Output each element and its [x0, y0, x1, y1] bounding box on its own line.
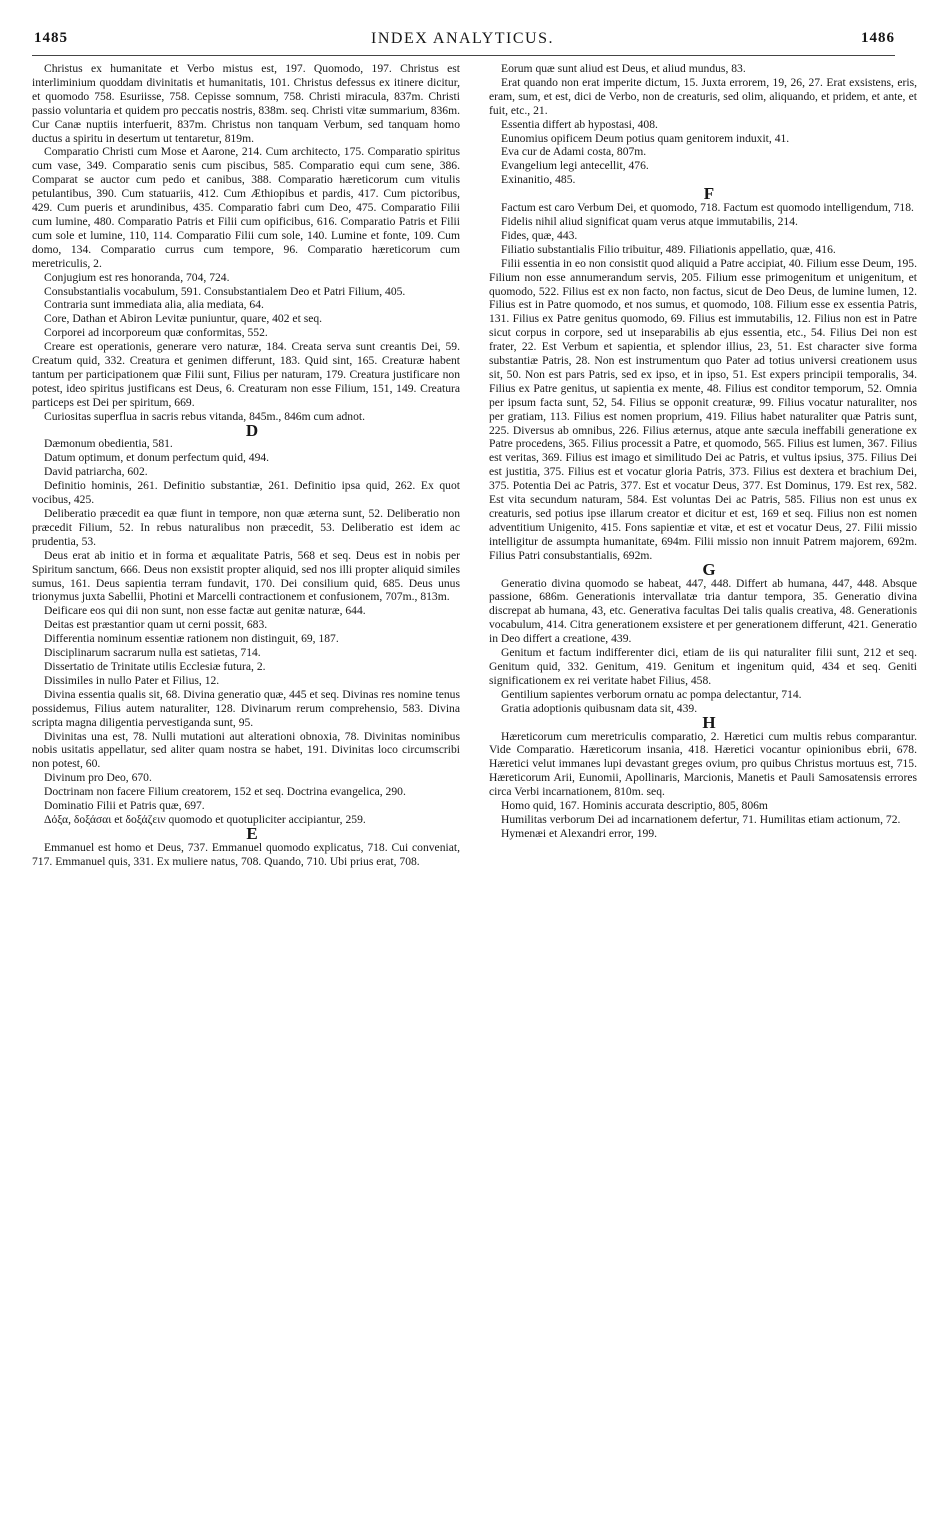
entry-dominatio: Dominatio Filii et Patris quæ, 697.	[44, 799, 205, 813]
entry-divinum: Divinum pro Deo, 670.	[44, 771, 152, 785]
entry-filiatio: Filiatio substantialis Filio tribuitur, 489. Filiationis appellatio, quæ, 416.	[501, 242, 836, 256]
entry-david: David patriarcha, 602.	[44, 465, 148, 479]
entry-exinanitio: Exinanitio, 485.	[501, 173, 576, 187]
entry-consubstantialis: Consubstantialis vocabulum, 591. Consubstantialem Deo et Patri Filium, 405.	[44, 284, 406, 298]
entry-definitio: Definitio hominis, 261. Definitio substantiæ, 261. Definitio ipsa quid, 262. Ex quot vocibus, 425.	[32, 479, 460, 507]
page-header	[30, 30, 895, 52]
entry-deificare: Deificare eos qui dii non sunt, non esse factæ aut genitæ naturæ, 644.	[44, 604, 366, 618]
entry-hymenaei: Hymenæi et Alexandri error, 199.	[501, 826, 658, 840]
header-rule	[32, 55, 895, 56]
entry-deus: Deus erat ab initio et in forma et æqualitate Patris, 568 et seq. Deus est in nobis per Spiritum sanctum, 666. Deus non exsistit propter aliquid, sed nos illi propter aliquid similes sumus, 161. Deus sapientia terram fundavit, 170. Dei consilium quid, 685. Deus unus trionymus juxta Sabellii, Photini et Marcelli contractionem et confusionem, 707m., 813m.	[32, 548, 460, 604]
entry-disciplinarum: Disciplinarum sacrarum nulla est satietas, 714.	[44, 646, 261, 660]
entry-homo: Homo quid, 167. Hominis accurata descriptio, 805, 806m	[501, 799, 768, 813]
entry-daemonum: Dæmonum obedientia, 581.	[44, 437, 173, 451]
entry-generatio: Generatio divina quomodo se habeat, 447, 448. Differt ab humana, 447, 448. Absque passione, 686m. Generationis intervallatæ tria dantur tempora, 35. Generatio divina discrepat ab humana, 43, etc. Generativa facultas Dei talis qualis creativa, 48. Generationis vocabulum, 414. Citra generationem exsistere et per generationem differunt, 421. Generatio in Deo differt a creatione, 439.	[489, 576, 917, 646]
entry-eorum: Eorum quæ sunt aliud est Deus, et aliud mundus, 83.	[501, 62, 746, 75]
entry-essentia: Essentia differt ab hypostasi, 408.	[501, 117, 658, 131]
entry-differentia: Differentia nominum essentiæ rationem non distinguit, 69, 187.	[44, 632, 339, 646]
entry-comparatio: Comparatio Christi cum Mose et Aarone, 214. Cum architecto, 175. Comparatio spiritus cum vase, 349. Comparatio senis cum piscibus, 585. Comparatio equi cum sene, 386. Comparat se auctor cum pedo et canibus, 388. Comparatio hæreticorum cum vitulis petulantibus, 390. Cum statuariis, 412. Cum Æthiopibus et pardis, 417. Cum pictoribus, 429. Cum pueris et arundinibus, 435. Comparatio fabri cum Deo, 475. Comparatio Filii cum lumine, 480. Comparatio Patris et Filii cum opificibus, 616. Comparatio Patris et Filii cum sole et lumine, 110, 114. Comparatio Filii cum sole, 140. Lumine et fonte, 109. Cum domo, 134. Comparatio currus cum tempore, 96. Comparatio hæreticorum cum meretriculis, 2.	[32, 145, 460, 270]
page-number-left: 1485	[34, 30, 68, 46]
entry-eunomius: Eunomius opificem Deum potius quam genitorem induxit, 41.	[501, 131, 790, 145]
entry-gratia: Gratia adoptionis quibusnam data sit, 439.	[501, 701, 698, 715]
entry-doctrinam: Doctrinam non facere Filium creatorem, 152 et seq. Doctrina evangelica, 290.	[44, 785, 406, 799]
entry-haereticorum: Hæreticorum cum meretriculis comparatio, 2. Hæretici cum multis rebus comparantur. Vide Comparatio. Hæreticorum insania, 418. Hæretici vocantur opinionibus ebrii, 678. Hæretici velut immanes lupi devastant greges ovium, pro quibus Christus mortuus est, 715. Hæreticorum Arii, Eunomii, Apollinaris, Marcionis, Manetis et Pauli Samosatensis errores circa Verbi incarnationem, 810m. seq.	[489, 729, 917, 799]
entry-fidelis: Fidelis nihil aliud significat quam verus atque immutabilis, 214.	[501, 214, 798, 228]
entry-contraria: Contraria sunt immediata alia, alia mediata, 64.	[44, 298, 264, 312]
entry-erat: Erat quando non erat imperite dictum, 15. Juxta errorem, 19, 26, 27. Erat exsistens, eris, eram, sum, et est, dici de Verbo, non de creaturis, sed olim, aliquando, et pridem, et ante, et fuit, etc., 21.	[489, 75, 917, 117]
entry-creare: Creare est operationis, generare vero naturæ, 184. Creata serva sunt creantis Dei, 59. Creatum quid, 332. Creatura et genimen differunt, 183. Quid sint, 165. Creaturæ habent tantum per participationem quæ Filii sunt, Filius per naturam, 179. Creatura justificare non potest, ideo spiritus justificans est Deus, 6. Creaturam non esse Filium, 151, 149. Creatura particeps est Dei per spiritum, 669.	[32, 340, 460, 409]
entry-deliberatio: Deliberatio præcedit ea quæ fiunt in tempore, non quæ æterna sunt, 52. Deliberatio non præcedit Filium, 52. In rebus naturalibus non præcedit, 53. Deliberatio est idem ac prudentia, 53.	[32, 507, 460, 548]
entry-divina: Divina essentia qualis sit, 68. Divina generatio quæ, 445 et seq. Divinas res nomine tenus possidemus, Filius autem naturaliter, 128. Divinarum rerum comprehensio, 583. Divina scripta magna diligentia pervestiganda sunt, 95.	[32, 687, 460, 729]
entry-factum: Factum est caro Verbum Dei, et quomodo, 718. Factum est quomodo intelligendum, 718.	[501, 201, 914, 215]
section-letter-d: D	[245, 420, 259, 440]
right-column	[489, 62, 917, 841]
section-letter-h: H	[702, 712, 716, 732]
entry-dissimiles: Dissimiles in nullo Pater et Filius, 12.	[44, 673, 220, 687]
entry-evangelium: Evangelium legi antecellit, 476.	[501, 159, 649, 173]
entry-deitas: Deitas est præstantior quam ut cerni possit, 683.	[44, 618, 268, 632]
running-title: INDEX ANALYTICUS.	[371, 30, 554, 47]
entry-conjugium: Conjugium est res honoranda, 704, 724.	[44, 270, 230, 284]
section-letter-e: E	[246, 823, 258, 843]
entry-filii: Filii essentia in eo non consistit quod aliquid a Patre accipiat, 40. Filium esse Deum, 195. Filium non esse annumerandum servis, 205. Filium esse primogenitum et unigenitum, et quomodo, 522. Filius est ex non facto, non factus, sicut de Deo Deus, de lumine lumen, 12. Filius est in Patre quomodo, et nos sumus, et quomodo, 108. Filium esse ex essentia Patris, 131. Filius ex Patre genitus quomodo, 69. Filius est immutabilis, 12. Filius non est in Patre sicut corpus in corpore, sed ut inseparabilis ab ejus essentia, etc., 54. Filius Dei non est frater, 22. Est Verbum et sapientia, et splendor illius, 23, 51. Est character sive forma substantiæ Patris, 28. Non est instrumentum quo Pater ad totius universi creationem usus sit, 50. Non est pars Patris, sed ex ipso, et in ipso, 51. Est expers principii temporalis, 34. Filius ex Patre genitus, ut sapientia ex mente, 48. Filius est conditor temporum, 52. Omnia per ipsum facta sunt, 52, 54. Filius se opponit creaturæ, 99. Filius vocatur naturaliter, nos per gratiam, 113. Filius est nomen proprium, 419. Filius habet naturaliter quæ Patris sunt, 225. Diversus ab omnibus, 226. Filius æternus, atque ante sæcula ineffabili generatione ex Patre procedens, 365. Filius processit a Patre, et quomodo, 565. Filius est lumen, 367. Filius est veritas, 369. Filius est imago et similitudo Dei ac Patris, et vultus ipsius, 375. Filius Dei est justitia, 375. Filius est et vocatur gloria Patris, 373. Filius est dextera et brachium Dei, 375. Potentia Dei ac Patris, 377. Est et vocatur Deus, 377. Est Dominus, 179. Est rex, 582. Est vita secundum naturam, 584. Est voluntas Dei ac Patris, 585. Filius non est unus ex creaturis, sed potius ipse illarum creator et dicitur et est, 169 et seq. Filius non est nomen adventitium Unigenito, 415. Fons sapientiæ et vitæ, et est et vocatur Deus, 27. Filii missio intelligitur de assumpta humanitate, 694m. Filii missio non innuit Patrem majorem, 692m. Filius Patri consubstantialis, 692m.	[489, 256, 917, 562]
section-letter-f: F	[703, 184, 715, 204]
page-number-right: 1486	[861, 30, 895, 46]
entry-emmanuel: Emmanuel est homo et Deus, 737. Emmanuel quomodo explicatus, 718. Cui conveniat, 717. Emmanuel quis, 331. Ex muliere natus, 708. Quando, 710. Ubi prius erat, 708.	[32, 840, 460, 868]
entry-curiositas: Curiositas superflua in sacris rebus vitanda, 845m., 846m cum adnot.	[44, 409, 366, 423]
entry-doxa: Δόξα, δοξάσαι et δοξάζειν quomodo et quotupliciter accipiantur, 259.	[44, 812, 366, 826]
entry-christus: Christus ex humanitate et Verbo mistus est, 197. Quomodo, 197. Christus est interliminium quoddam divinitatis et humanitatis, 101. Christus defessus ex itinere dicitur, et quomodo 758. Esuriisse, 758. Cepisse somnum, 758. Christi miracula, 837m. Christi passio voluntaria et quidem pro peccatis nostris, 838m. seq. Christi vitæ summarium, 836m. Cur Canæ nuptiis interfuerit, 837m. Christus non tanquam Verbum, sed tanquam homo ductus a spiritu in desertum ut tentaretur, 819m.	[32, 62, 460, 145]
entry-gentilium: Gentilium sapientes verborum ornatu ac pompa delectantur, 714.	[501, 687, 802, 701]
entry-divinitas: Divinitas una est, 78. Nulli mutationi aut alterationi obnoxia, 78. Divinitas nominibus nobis usitatis appellatur, sed aliter quam nostra se habet, 191. Divinitas loco circumscribi non potest, 60.	[32, 729, 460, 771]
entry-eva: Eva cur de Adami costa, 807m.	[501, 145, 647, 159]
left-column	[32, 62, 460, 869]
entry-fides: Fides, quæ, 443.	[501, 228, 578, 242]
entry-core: Core, Dathan et Abiron Levitæ puniuntur, quare, 402 et seq.	[44, 312, 323, 326]
section-letter-g: G	[702, 559, 716, 579]
entry-genitum: Genitum et factum indifferenter dici, etiam de iis qui naturaliter filii sunt, 212 et seq. Genitum quid, 332. Genitum, 419. Genitum et ingenitum quid, 434 et seq. Geniti significationem ex rei veritate habet Filius, 458.	[489, 646, 917, 687]
entry-humilitas: Humilitas verborum Dei ad incarnationem defertur, 71. Humilitas etiam actionum, 72.	[501, 812, 901, 826]
entry-dissertatio: Dissertatio de Trinitate utilis Ecclesiæ futura, 2.	[44, 659, 266, 673]
entry-datum: Datum optimum, et donum perfectum quid, 494.	[44, 451, 270, 465]
entry-corporei: Corporei ad incorporeum quæ conformitas, 552.	[44, 326, 268, 340]
